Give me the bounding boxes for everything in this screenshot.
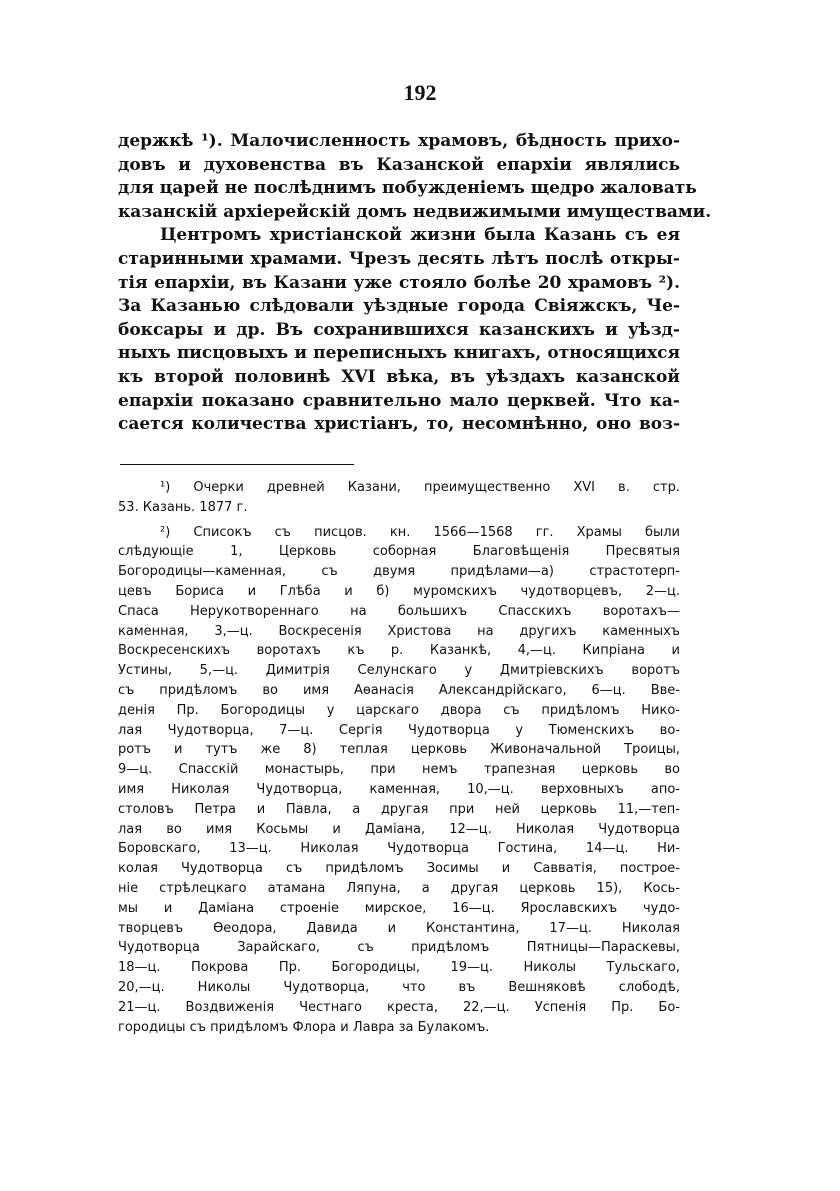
footnote-line: имя Николая Чудотворца, каменная, 10,—ц. верховныхъ апо-: [118, 781, 680, 797]
text-line: За Казанью слѣдовали уѣздные города Свіяжскъ, Че-: [118, 296, 680, 317]
footnote-line: мы и Даміана строеніе мирское, 16—ц. Ярославскихъ чудо-: [118, 900, 680, 916]
footnote-2: [118, 523, 680, 1038]
footnote-line: 21—ц. Воздвиженія Честнаго креста, 22,—ц. Успенія Пр. Бо-: [118, 999, 680, 1015]
body-paragraph-2: [118, 224, 680, 436]
footnote-line: цевъ Бориса и Глѣба и б) муромскихъ чудотворцевъ, 2—ц.: [118, 583, 680, 599]
footnote-line: 18—ц. Покрова Пр. Богородицы, 19—ц. Николы Тульскаго,: [118, 960, 680, 976]
text-line: казанскій архіерейскій домъ недвижимыми имуществами.: [118, 201, 712, 222]
text-line: довъ и духовенства въ Казанской епархіи являлись: [118, 154, 680, 175]
body-paragraph-1: [118, 130, 712, 224]
footnote-line: ²) Списокъ съ писцов. кн. 1566—1568 гг. Храмы были: [160, 524, 680, 540]
footnote-line: Чудотворца Зарайскаго, съ придѣломъ Пятницы—Параскевы,: [118, 940, 680, 956]
footnote-line: слѣдующіе 1, Церковь соборная Благовѣщенія Пресвятыя: [118, 544, 680, 560]
footnote-line: денія Пр. Богородицы у царскаго двора съ придѣломъ Нико-: [118, 702, 680, 718]
text-line: Центромъ христіанской жизни была Казань съ ея: [160, 225, 680, 246]
footnote-line: каменная, 3,—ц. Воскресенія Христова на другихъ каменныхъ: [118, 623, 680, 639]
footnote-line: колая Чудотворца съ придѣломъ Зосимы и Савватія, построе-: [118, 861, 680, 877]
text-line: ныхъ писцовыхъ и переписныхъ книгахъ, относящихся: [118, 343, 680, 364]
footnote-line: Боровскаго, 13—ц. Николая Чудотворца Гостина, 14—ц. Ни-: [118, 841, 680, 857]
text-line: къ второй половинѣ XVI вѣка, въ уѣздахъ казанской: [118, 366, 680, 387]
footnote-line: ніе стрѣлецкаго атамана Ляпуна, а другая церковь 15), Кось-: [118, 880, 680, 896]
text-line: держкѣ ¹). Малочисленность храмовъ, бѣдность прихо-: [118, 131, 680, 151]
footnotes: [118, 478, 680, 1042]
footnote-line: ротъ и тутъ же 8) теплая церковь Живоначальной Троицы,: [118, 742, 680, 758]
footnote-line: Богородицы—каменная, съ двумя придѣлами—а) страстотерп-: [118, 564, 680, 580]
footnote-line: творцевъ Ѳеодора, Давида и Константина, 17—ц. Николая: [118, 920, 680, 936]
text-line: тія епархіи, въ Казани уже стояло болѣе 20 храмовъ ²).: [118, 272, 680, 293]
footnote-line: Спаса Нерукотвореннаго на большихъ Спасскихъ воротахъ—: [118, 603, 680, 619]
footnote-line: съ придѣломъ во имя Аѳанасія Александрійскаго, 6—ц. Вве-: [118, 682, 680, 698]
page-number: 192: [403, 80, 437, 105]
footnote-line: 9—ц. Спасскій монастырь, при немъ трапезная церковь во: [118, 762, 680, 778]
footnote-line: лая во имя Косьмы и Даміана, 12—ц. Николая Чудотворца: [118, 821, 680, 837]
main-text: [118, 130, 712, 437]
text-line: для царей не послѣднимъ побужденіемъ щедро жаловать: [118, 178, 697, 199]
text-line: старинными храмами. Чрезъ десять лѣтъ послѣ откры-: [118, 248, 680, 269]
text-line: сается количества христіанъ, то, несомнѣнно, оно воз-: [118, 414, 680, 435]
footnote-line: городицы съ придѣломъ Флора и Лавра за Булакомъ.: [118, 1019, 490, 1035]
footnote-line: 53. Казань. 1877 г.: [118, 499, 248, 515]
footnote-line: лая Чудотворца, 7—ц. Сергія Чудотворца у Тюменскихъ во-: [118, 722, 680, 738]
footnote-line: ¹) Очерки древней Казани, преимущественно XVI в. стр.: [160, 480, 680, 495]
footnote-line: столовъ Петра и Павла, а другая при ней церковь 11,—теп-: [118, 801, 680, 817]
footnote-line: 20,—ц. Николы Чудотворца, что въ Вешняковѣ слободѣ,: [118, 979, 680, 995]
footnote-1: [118, 478, 680, 518]
text-line: епархіи показано сравнительно мало церквей. Что ка-: [118, 390, 680, 411]
footnote-line: Устины, 5,—ц. Димитрія Селунскаго у Дмитріевскихъ воротъ: [118, 663, 680, 679]
text-line: боксары и др. Въ сохранившихся казанскихъ и уѣзд-: [118, 319, 680, 340]
footnote-line: Воскресенскихъ воротахъ къ р. Казанкѣ, 4,—ц. Кипріана и: [118, 643, 680, 659]
footnote-divider: [120, 464, 354, 465]
